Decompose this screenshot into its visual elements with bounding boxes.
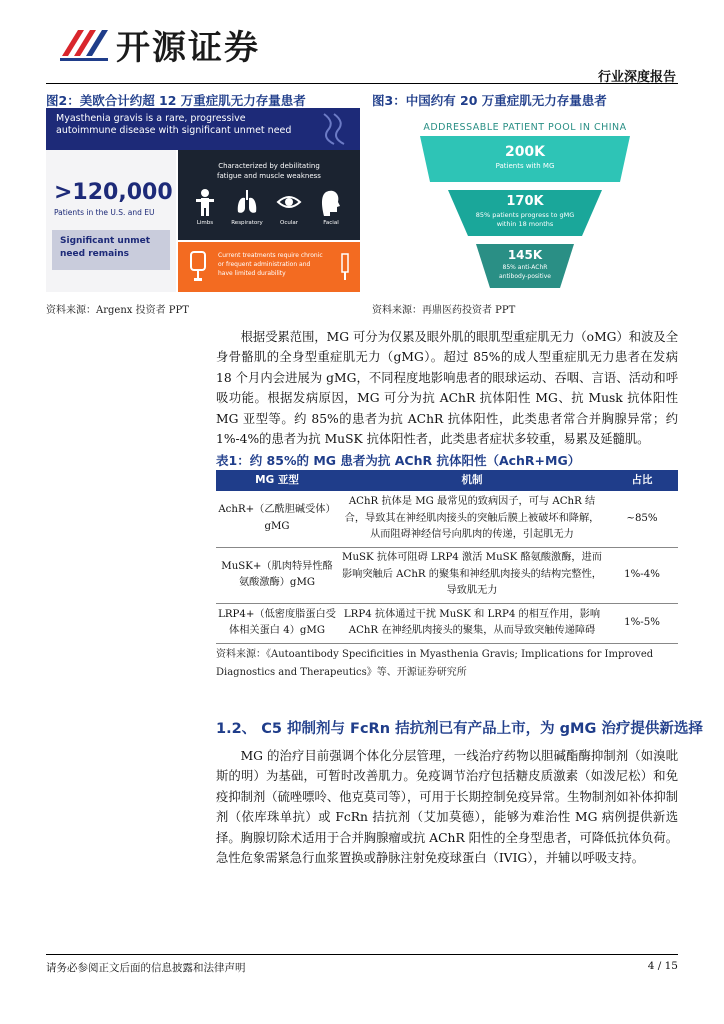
fig2-big-number: >120,000 (54, 180, 173, 205)
fig3-title: 图3：中国约有 20 万重症肌无力存量患者 (372, 93, 607, 108)
fig3-tier-1-value: 200K (504, 144, 546, 160)
decorative-wave-icon (320, 110, 350, 148)
fig2-treat-1: Current treatments require chronic (218, 252, 323, 259)
fig3-tier-2-desc1: 85% patients progress to gMG (475, 211, 575, 219)
fig3-source: 资料来源：再鼎医药投资者 PPT (372, 305, 516, 316)
fig2-icon-label: Respiratory (231, 220, 263, 226)
table-cell-subtype: MuSK+（肌肉特异性酪氨酸激酶）gMG (216, 547, 338, 603)
fig2-icon-respiratory (226, 188, 268, 226)
table-cell-mechanism: LRP4 抗体通过干扰 MuSK 和 LRP4 的相互作用，影响 AChR 在神经肌肉接头的聚集，从而导致突触传递障碍 (338, 603, 606, 643)
person-icon (194, 188, 216, 216)
fig2-icon-label: Limbs (196, 220, 214, 226)
fig2-icon-label: Ocular (280, 220, 298, 226)
fig3-tier-2-value: 170K (506, 194, 544, 209)
fig3-image (372, 108, 678, 292)
table-header-row (216, 470, 678, 491)
iv-bag-icon (186, 250, 212, 284)
fig3-tier-3-desc1: 85% anti-AChR (502, 264, 548, 271)
table-cell-share: ~85% (606, 491, 678, 547)
body-paragraph-1 (216, 327, 678, 449)
table1-title: 表1：约 85%的 MG 患者为抗 AChR 抗体阳性（AchR+MG） (216, 453, 581, 468)
paragraph-text: MG 的治疗目前强调个体化分层管理，一线治疗药物以胆碱酯酶抑制剂（如溴吡斯的明）为基础，可暂时改善肌力。免疫调节治疗包括糖皮质激素（如泼尼松）和免疫抑制剂（硫唑嘌呤、他克莫司等），可用于长期控制免疫异常。生物制剂如补体抑制剂（依库珠单抗）或 FcRn 拮抗剂（艾加莫德），能够为难治性 MG 病例提供新选择。胸腺切除术适用于合并胸腺瘤或抗 AChR 阳性的全身型患者，可降低抗体负荷。急性危象需紧急行血浆置换或静脉注射免疫球蛋白（IVIG），并辅以呼吸支持。 (216, 749, 678, 866)
table-cell-mechanism: MuSK 抗体可阻碍 LRP4 激活 MuSK 酪氨酸激酶，进而影响突触后 AChR 的聚集和神经肌肉接头的结构完整性，导致肌无力 (338, 547, 606, 603)
fig3-tier-3-value: 145K (507, 248, 543, 262)
fig2-big-caption: Patients in the U.S. and EU (54, 208, 155, 217)
paragraph-text: 根据受累范围，MG 可分为仅累及眼外肌的眼肌型重症肌无力（oMG）和波及全身骨骼肌的全身型重症肌无力（gMG）。超过 85%的成人型重症肌无力患者在发病 18 个月内会进展为 gMG，不同程度地影响患者的眼球运动、吞咽、言语、活动和呼吸功能。根据发病原因，MG 可分为抗 AChR 抗体阳性 MG、抗 Musk 抗体阳性 MG 亚型等。约 85%的患者为抗 AChR 抗体阳性，此类患者常合并胸腺异常；约 1%-4%的患者为抗 MuSK 抗体阳性者，此类患者症状多较重，易累及延髓肌。 (216, 330, 678, 447)
fig3-header: ADDRESSABLE PATIENT POOL IN CHINA (423, 122, 627, 133)
table-cell-mechanism: AChR 抗体是 MG 最常见的致病因子，可与 AChR 结合，导致其在神经肌肉接头的突触后膜上被破坏和降解，从而阻碍神经信号向肌肉的传递，引起肌无力 (338, 491, 606, 547)
table-header-subtype: MG 亚型 (216, 470, 338, 491)
table-cell-subtype: AchR+（乙酰胆碱受体）gMG (216, 491, 338, 547)
table-cell-share: 1%-5% (606, 603, 678, 643)
fig2-characteristics-panel (178, 150, 360, 240)
logo-mark-icon (58, 22, 110, 64)
fig2-treatment-panel (178, 242, 360, 292)
fig2-icons-row (184, 188, 354, 236)
header-rule (46, 83, 678, 84)
fig2-unmet-box (52, 230, 170, 270)
fig3-tier-2-desc2: within 18 months (496, 220, 554, 228)
fig2-unmet-2: need remains (60, 249, 130, 259)
body-paragraph-2 (216, 746, 678, 868)
table-cell-subtype: LRP4+（低密度脂蛋白受体相关蛋白 4）gMG (216, 603, 338, 643)
fig2-headline-panel (46, 108, 360, 150)
logo-text: 开源证券 (116, 28, 260, 68)
fig2-char-1: Characterized by debilitating (218, 162, 320, 170)
fig2-source: 资料来源：Argenx 投资者 PPT (46, 305, 189, 316)
table1 (216, 470, 678, 644)
fig2-icon-limbs (184, 188, 226, 226)
fig2-char-2: fatigue and muscle weakness (217, 172, 321, 180)
page-number: 4 / 15 (647, 960, 678, 972)
fig2-title: 图2：美欧合计约超 12 万重症肌无力存量患者 (46, 93, 306, 108)
fig2-unmet-1: Significant unmet (60, 236, 151, 246)
fig2-icon-ocular (268, 188, 310, 226)
footer-disclaimer: 请务必参阅正文后面的信息披露和法律声明 (46, 962, 246, 974)
table1-source: 资料来源：《Autoantibody Specificities in Myasthenia Gravis; Implications for Improved Diagnostics and Therapeutics》等、开源证券研究所 (216, 649, 654, 678)
fig2-image (46, 108, 360, 292)
fig3-tier-1-desc: Patients with MG (495, 162, 555, 170)
section-heading: 1.2、 C5 抑制剂与 FcRn 拮抗剂已有产品上市，为 gMG 治疗提供新选择 (216, 721, 703, 737)
table-header-mechanism: 机制 (338, 470, 606, 491)
fig2-icon-facial (310, 188, 352, 226)
table-row (216, 491, 678, 547)
fig2-icon-label: Facial (323, 220, 339, 226)
face-icon (320, 188, 342, 216)
table-row (216, 547, 678, 603)
fig2-headline-2: autoimmune disease with significant unmet need (56, 125, 292, 136)
report-type: 行业深度报告 (597, 70, 676, 85)
fig3-tier-3-desc2: antibody-positive (499, 273, 551, 280)
lungs-icon (235, 188, 259, 216)
fig2-treat-2: or frequent administration and (218, 261, 311, 268)
fig2-headline-1: Myasthenia gravis is a rare, progressive (56, 113, 246, 124)
fig2-treat-3: have limited durability (218, 270, 286, 277)
syringe-icon (336, 252, 354, 282)
table-cell-share: 1%-4% (606, 547, 678, 603)
table-header-share: 占比 (606, 470, 678, 491)
table-row (216, 603, 678, 643)
footer-rule (46, 954, 678, 955)
eye-icon (276, 188, 302, 216)
logo (58, 22, 288, 68)
fig2-left-panel (46, 150, 176, 292)
